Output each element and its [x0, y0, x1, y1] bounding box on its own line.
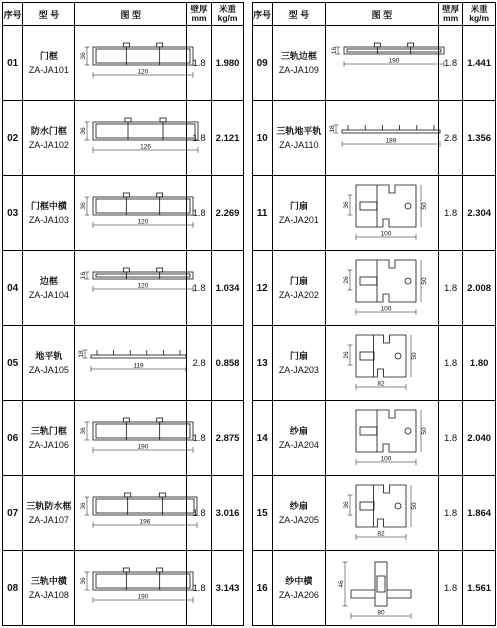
item-model: [272, 401, 325, 476]
dimension-label: 50: [420, 277, 428, 285]
dimension-label: 50: [410, 502, 418, 510]
profile-cross-section-svg: [75, 404, 203, 472]
item-thickness: 2.8: [438, 101, 462, 176]
item-weight: 2.269: [211, 176, 244, 251]
item-weight: 1.864: [463, 476, 496, 551]
item-profile-drawing: [325, 176, 438, 251]
item-profile-drawing: [75, 176, 187, 251]
item-number: 08: [3, 551, 23, 626]
item-number: 13: [252, 326, 272, 401]
item-weight: 1.561: [463, 551, 496, 626]
item-number: 02: [3, 101, 23, 176]
item-code: ZA-JA206: [278, 590, 319, 600]
item-thickness: 1.8: [438, 476, 462, 551]
column-separator: [244, 101, 252, 176]
item-number: 04: [3, 251, 23, 326]
header-thickness: 壁厚 mm: [187, 3, 211, 26]
item-weight: 1.441: [463, 26, 496, 101]
item-number: 14: [252, 401, 272, 476]
item-code: ZA-JA205: [278, 515, 319, 525]
dimension-label: 18: [328, 125, 336, 133]
item-model: [272, 551, 325, 626]
profile-cross-section-svg: [75, 179, 203, 247]
item-model: [23, 551, 75, 626]
dimension-label: 36: [80, 577, 88, 585]
item-number: 05: [3, 326, 23, 401]
profile-cross-section-svg: [326, 179, 454, 247]
header-model: 型 号: [23, 3, 75, 26]
dimension-label: 196: [139, 518, 151, 526]
item-code: ZA-JA102: [28, 140, 69, 150]
item-code: ZA-JA110: [279, 140, 319, 150]
item-name: 门框: [39, 51, 58, 61]
dimension-label: 126: [140, 143, 152, 151]
item-weight: 1.80: [463, 326, 496, 401]
item-thickness: 1.8: [187, 251, 211, 326]
item-name: 边框: [39, 276, 58, 286]
item-thickness: 2.8: [187, 326, 211, 401]
dimension-label: 120: [137, 68, 149, 76]
table-row: [3, 551, 496, 626]
item-name: 三轨地平轨: [276, 126, 322, 136]
column-separator: [244, 326, 252, 401]
item-weight: 3.143: [211, 551, 244, 626]
item-name: 防水门框: [30, 126, 67, 136]
item-code: ZA-JA108: [28, 590, 69, 600]
item-thickness: 1.8: [187, 176, 211, 251]
item-name: 纱扇: [289, 501, 308, 511]
item-number: 16: [252, 551, 272, 626]
column-separator: [244, 26, 252, 101]
dimension-label: 100: [380, 230, 392, 238]
header-no-2: 序号: [252, 3, 272, 26]
dimension-label: 36: [80, 427, 88, 435]
item-weight: 1.980: [211, 26, 244, 101]
item-profile-drawing: [75, 476, 187, 551]
item-name: 纱扇: [289, 426, 308, 436]
item-thickness: 1.8: [438, 551, 462, 626]
dimension-label: 120: [137, 282, 149, 290]
profile-cross-section-svg: [326, 479, 454, 547]
profile-catalog-table: [2, 2, 496, 626]
item-number: 03: [3, 176, 23, 251]
dimension-label: 50: [410, 352, 418, 360]
item-thickness: 1.8: [187, 476, 211, 551]
item-model: [272, 476, 325, 551]
profile-cross-section-svg: [75, 104, 203, 172]
table-row: [3, 176, 496, 251]
item-code: ZA-JA106: [28, 440, 69, 450]
dimension-label: 80: [377, 609, 385, 617]
item-weight: 2.304: [463, 176, 496, 251]
item-thickness: 1.8: [438, 326, 462, 401]
item-profile-drawing: [75, 251, 187, 326]
item-profile-drawing: [325, 26, 438, 101]
item-model: [272, 251, 325, 326]
item-thickness: 1.8: [187, 401, 211, 476]
item-number: 12: [252, 251, 272, 326]
header-weight-2: 米重 kg/m: [463, 3, 496, 26]
item-name: 门扇: [289, 351, 308, 361]
item-name: 门扇: [289, 276, 308, 286]
table-row: [3, 476, 496, 551]
column-separator: [244, 3, 252, 26]
item-weight: 2.875: [211, 401, 244, 476]
item-thickness: 1.8: [187, 551, 211, 626]
item-thickness: 1.8: [438, 401, 462, 476]
item-code: ZA-JA202: [278, 290, 319, 300]
dimension-label: 36: [80, 502, 88, 510]
item-model: [23, 251, 75, 326]
dimension-label: 100: [380, 305, 392, 313]
item-profile-drawing: [75, 401, 187, 476]
item-weight: 3.016: [211, 476, 244, 551]
item-model: [272, 26, 325, 101]
dimension-label: 36: [80, 202, 88, 210]
column-separator: [244, 176, 252, 251]
table-row: [3, 401, 496, 476]
dimension-label: 36: [80, 52, 88, 60]
item-profile-drawing: [325, 551, 438, 626]
item-profile-drawing: [75, 101, 187, 176]
item-name: 纱中横: [285, 576, 313, 586]
item-profile-drawing: [325, 326, 438, 401]
item-name: 地平轨: [35, 351, 63, 361]
item-name: 三轨防水框: [26, 501, 72, 511]
item-code: ZA-JA105: [28, 365, 69, 375]
item-thickness: 1.8: [187, 26, 211, 101]
dimension-label: 50: [420, 202, 428, 210]
profile-cross-section-svg: [326, 254, 454, 322]
column-separator: [244, 251, 252, 326]
item-model: [23, 476, 75, 551]
dimension-label: 18: [78, 350, 86, 358]
item-model: [23, 101, 75, 176]
item-code: ZA-JA201: [278, 215, 319, 225]
profile-cross-section-svg: [75, 29, 203, 97]
dimension-label: 100: [380, 455, 392, 463]
dimension-label: 82: [377, 530, 385, 538]
item-weight: 2.040: [463, 401, 496, 476]
column-separator: [244, 476, 252, 551]
header-no: 序号: [3, 3, 23, 26]
header-drawing: 图 型: [75, 3, 187, 26]
dimension-label: 36: [342, 501, 350, 509]
item-code: ZA-JA107: [28, 515, 69, 525]
item-number: 06: [3, 401, 23, 476]
header-thickness-2: 壁厚 mm: [438, 3, 462, 26]
item-thickness: 1.8: [438, 26, 462, 101]
table-row: [3, 326, 496, 401]
item-number: 07: [3, 476, 23, 551]
dimension-label: 36: [80, 127, 88, 135]
item-code: ZA-JA204: [278, 440, 319, 450]
item-number: 01: [3, 26, 23, 101]
item-thickness: 1.8: [187, 101, 211, 176]
item-model: [23, 326, 75, 401]
dimension-label: 26: [342, 276, 350, 284]
item-profile-drawing: [75, 551, 187, 626]
item-code: ZA-JA104: [28, 290, 69, 300]
item-profile-drawing: [325, 101, 438, 176]
item-name: 三轨边框: [280, 51, 317, 61]
profile-cross-section-svg: [326, 554, 454, 622]
profile-cross-section-svg: [75, 329, 203, 397]
dimension-label: 120: [137, 218, 149, 226]
dimension-label: 50: [420, 427, 428, 435]
dimension-label: 46: [337, 580, 345, 588]
item-profile-drawing: [75, 26, 187, 101]
item-weight: 2.121: [211, 101, 244, 176]
item-model: [23, 401, 75, 476]
dimension-label: 190: [137, 443, 149, 451]
item-weight: 1.034: [211, 251, 244, 326]
dimension-label: 16: [80, 271, 88, 280]
dimension-label: 189: [385, 137, 397, 145]
item-profile-drawing: [325, 476, 438, 551]
item-code: ZA-JA203: [278, 365, 319, 375]
item-name: 门扇: [289, 201, 308, 211]
dimension-label: 119: [133, 362, 144, 370]
dimension-label: 36: [342, 201, 350, 209]
dimension-label: 190: [388, 57, 400, 65]
item-number: 10: [252, 101, 272, 176]
profile-cross-section-svg: [326, 29, 454, 97]
item-number: 11: [252, 176, 272, 251]
item-profile-drawing: [325, 401, 438, 476]
column-separator: [244, 401, 252, 476]
table-row: [3, 26, 496, 101]
header-weight: 米重 kg/m: [211, 3, 244, 26]
item-model: [272, 101, 325, 176]
dimension-label: 82: [377, 380, 385, 388]
item-model: [23, 176, 75, 251]
profile-cross-section-svg: [75, 254, 203, 322]
header-row: [3, 3, 496, 26]
item-model: [23, 26, 75, 101]
table-row: [3, 251, 496, 326]
item-name: 三轨中横: [30, 576, 67, 586]
item-name: 三轨门框: [30, 426, 67, 436]
item-weight: 2.008: [463, 251, 496, 326]
profile-cross-section-svg: [326, 404, 454, 472]
item-code: ZA-JA109: [278, 65, 319, 75]
table-row: [3, 101, 496, 176]
profile-cross-section-svg: [75, 479, 203, 547]
item-thickness: 1.8: [438, 251, 462, 326]
item-number: 15: [252, 476, 272, 551]
item-code: ZA-JA101: [28, 65, 69, 75]
item-name: 门框中横: [30, 201, 67, 211]
column-separator: [244, 551, 252, 626]
profile-cross-section-svg: [75, 554, 203, 622]
item-weight: 0.858: [211, 326, 244, 401]
item-number: 09: [252, 26, 272, 101]
profile-cross-section-svg: [326, 329, 454, 397]
item-thickness: 1.8: [438, 176, 462, 251]
item-profile-drawing: [75, 326, 187, 401]
item-weight: 1.356: [463, 101, 496, 176]
item-model: [272, 326, 325, 401]
dimension-label: 16: [330, 46, 338, 55]
header-model-2: 型 号: [272, 3, 325, 26]
dimension-label: 26: [342, 351, 350, 359]
item-model: [272, 176, 325, 251]
dimension-label: 190: [137, 593, 149, 601]
item-profile-drawing: [325, 251, 438, 326]
header-drawing-2: 图 型: [325, 3, 438, 26]
item-code: ZA-JA103: [28, 215, 69, 225]
profile-cross-section-svg: [326, 104, 454, 172]
